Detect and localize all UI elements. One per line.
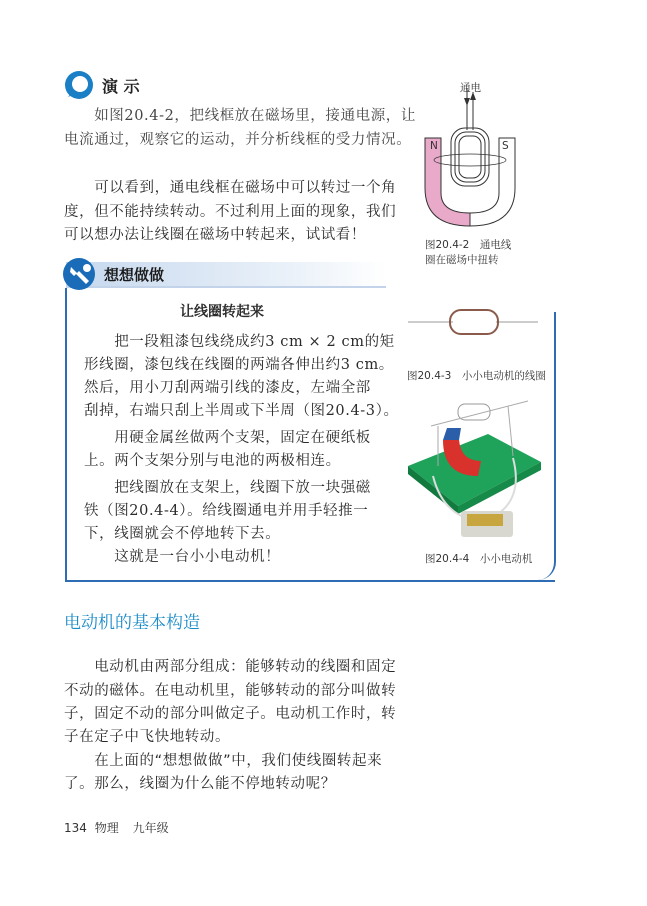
activity-text-line: 刮掉，右端只刮上半周或下半周（图20.4-3）。: [84, 403, 399, 419]
section-heading: 电动机的基本构造: [64, 613, 200, 633]
section-text-line: 不动的磁体。在电动机里，能够转动的部分叫做转: [64, 683, 397, 699]
magnet-n-label: N: [430, 140, 438, 152]
section-text-line: 在上面的“想想做做”中，我们使线圈转起来: [64, 753, 383, 769]
demo-icon: [64, 70, 94, 100]
figure-caption: 图20.4-2 通电线: [425, 239, 512, 251]
subject: 物理: [94, 821, 119, 835]
activity-text-line: 这就是一台小小电动机！: [84, 549, 281, 565]
section-text-line: 电动机由两部分组成：能够转动的线圈和固定: [64, 659, 397, 675]
demo-text-line: 电流通过，观察它的运动，并分析线框的受力情况。: [64, 132, 412, 148]
figure-caption: 图20.4-3 小小电动机的线圈: [407, 370, 546, 382]
page-number: 134: [64, 821, 87, 835]
activity-text-line: 铁（图20.4-4）。给线圈通电并用手轻推一: [84, 503, 369, 519]
figure-small-motor-photo: [403, 396, 543, 546]
grade: 九年级: [132, 821, 169, 835]
body-text-line: 可以看到，通电线框在磁场中可以转过一个角: [64, 180, 397, 196]
activity-text-line: 下，线圈就会不停地转下去。: [84, 526, 281, 542]
demo-title: 演 示: [102, 77, 140, 96]
magnet-s-label: S: [502, 140, 509, 152]
figure-motor-coil: [408, 306, 538, 338]
body-text-line: 度，但不能持续转动。不过利用上面的现象，我们: [64, 204, 397, 220]
activity-subtitle: 让线圈转起来: [180, 304, 264, 320]
section-text-line: 子，固定不动的部分叫做定子。电动机工作时，转: [64, 706, 397, 722]
activity-text-line: 用硬金属丝做两个支架，固定在硬纸板: [84, 430, 371, 446]
activity-text-line: 把一段粗漆包线绕成约3 cm × 2 cm的矩: [84, 334, 395, 350]
figure-coil-in-magnet: [415, 78, 530, 228]
wrench-icon: [62, 257, 96, 291]
activity-text-line: 上。两个支架分别与电池的两极相连。: [84, 453, 341, 469]
section-text-line: 子在定子中飞快地转动。: [64, 729, 231, 745]
activity-text-line: 形线圈，漆包线在线圈的两端各伸出约3 cm。: [84, 357, 394, 373]
demo-text-line: 如图20.4-2，把线框放在磁场里，接通电源，让: [64, 108, 417, 124]
figure-caption: 图20.4-4 小小电动机: [425, 553, 533, 565]
activity-title: 想想做做: [104, 266, 165, 284]
figure-caption: 圈在磁场中扭转: [425, 254, 499, 266]
figure-label-current: 通电: [460, 82, 481, 94]
page-footer: [64, 819, 169, 836]
activity-text-line: 然后，用小刀刮两端引线的漆皮，左端全部: [84, 380, 371, 396]
activity-text-line: 把线圈放在支架上，线圈下放一块强磁: [84, 480, 371, 496]
section-text-line: 了。那么，线圈为什么能不停地转动呢？: [64, 776, 336, 792]
body-text-line: 可以想办法让线圈在磁场中转起来，试试看！: [64, 227, 366, 243]
